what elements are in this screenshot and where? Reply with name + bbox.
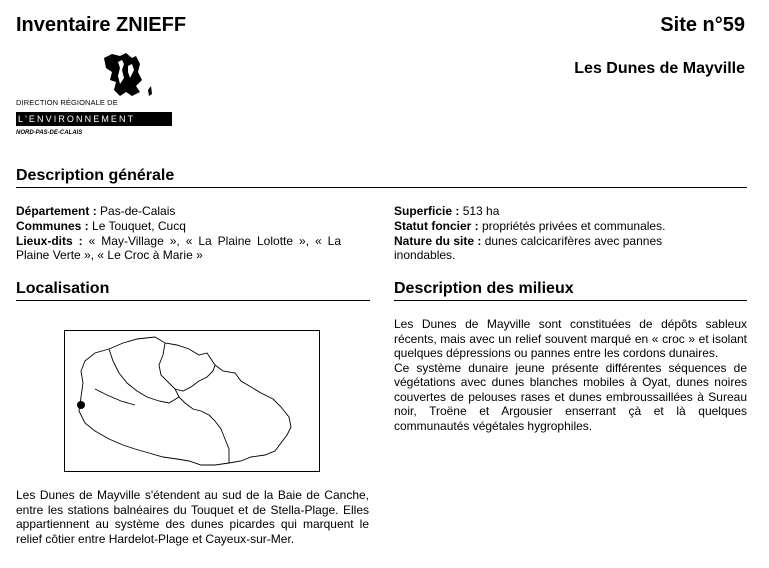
milieux-paragraph-1: Les Dunes de Mayville sont constituées de dépôts sableux récents, mais avec un relief souvent marqué en « croc » et isolant quelques dépressions ou pannes entre les cordons dunaires. <box>394 317 747 360</box>
site-number: Site n°59 <box>660 14 745 36</box>
field-statut-label: Statut foncier : <box>394 219 479 233</box>
field-communes-value: Le Touquet, Cucq <box>88 219 186 233</box>
field-lieux-dits-value: « May-Village », « La Plaine Lolotte », « La Plaine Verte », « Le Croc à Marie » <box>16 234 341 262</box>
site-location-marker <box>77 401 85 409</box>
field-departement-value: Pas-de-Calais <box>96 204 176 218</box>
site-name: Les Dunes de Mayville <box>574 60 745 77</box>
diren-logo <box>16 50 176 140</box>
section-title-general: Description générale <box>16 167 747 188</box>
field-nature-value: dunes calcicarifères avec pannes inondables. <box>394 234 663 262</box>
logo-line-direction: DIRECTION RÉGIONALE DE <box>16 98 118 107</box>
logo-line-region: NORD-PAS-DE-CALAIS <box>16 130 83 136</box>
field-superficie-label: Superficie : <box>394 204 460 218</box>
section-title-localisation: Localisation <box>16 280 370 301</box>
field-superficie <box>394 204 747 218</box>
document-title: Inventaire ZNIEFF <box>16 14 187 36</box>
region-outline-map <box>65 331 319 471</box>
location-map <box>64 330 320 472</box>
milieux-paragraph-2: Ce système dunaire jeune présente différentes séquences de végétations avec dunes blanches mobiles à Oyat, dunes noires couvertes de pelouses rases et dunes embroussaillées à Sureau noir, Troëne et Argousier enserrant çà et là quelques communautés végétales hygrophiles. <box>394 360 747 433</box>
field-lieux-dits-label: Lieux-dits : <box>16 234 83 248</box>
field-superficie-value: 513 ha <box>459 204 500 218</box>
section-title-milieux: Description des milieux <box>394 280 747 301</box>
field-departement-label: Département : <box>16 204 97 218</box>
field-communes <box>16 219 376 233</box>
field-statut-foncier <box>394 219 747 233</box>
milieux-text-block <box>394 317 747 433</box>
field-communes-label: Communes : <box>16 219 89 233</box>
field-nature-label: Nature du site : <box>394 234 482 248</box>
field-nature-site <box>394 234 694 262</box>
france-silhouette-icon <box>16 50 176 100</box>
logo-line-environnement: L'ENVIRONNEMENT <box>16 112 172 126</box>
field-statut-value: propriétés privées et communales. <box>478 219 666 233</box>
localisation-text: Les Dunes de Mayville s'étendent au sud de la Baie de Canche, entre les stations balnéaires du Touquet et de Stella-Plage. Elles appartiennent au système des dunes picardes qui marquent le relief côtier entre Hardelot-Plage et Cayeux-sur-Mer. <box>16 488 369 546</box>
field-lieux-dits <box>16 234 341 262</box>
field-departement <box>16 204 376 218</box>
